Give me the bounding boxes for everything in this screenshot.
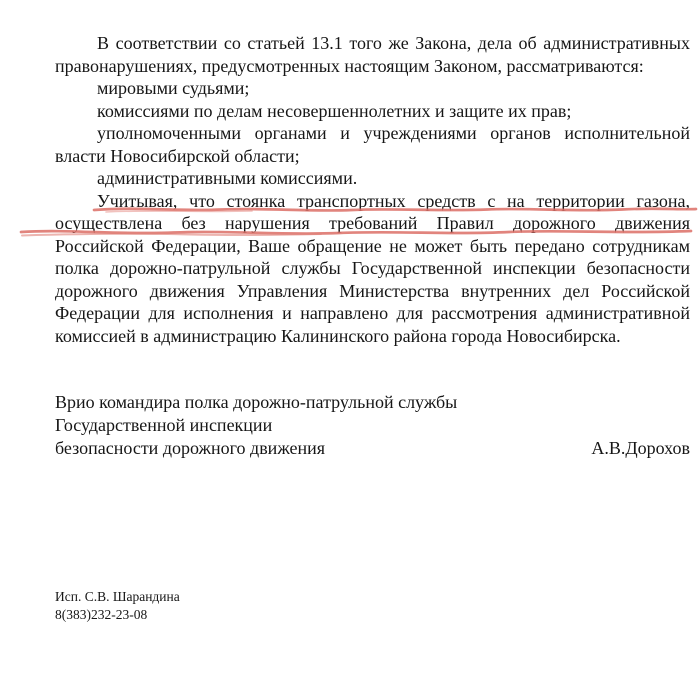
executor-block: [55, 588, 455, 623]
body-text-line: уполномоченными органами и учреждениями органов исполнительной: [97, 123, 690, 143]
signature-title-line: Государственной инспекции: [55, 415, 273, 435]
body-text-line: осуществлена без нарушения требований Правил дорожного движения: [55, 213, 690, 233]
signatory-name: А.В.Дорохов: [591, 438, 690, 458]
body-text-line: Российской Федерации, Ваше обращение не может быть передано сотрудникам: [55, 235, 690, 256]
signature-title-text: безопасности дорожного движения: [55, 438, 326, 458]
executor-phone: 8(383)232-23-08: [55, 606, 148, 622]
signature-title-line: Врио командира полка дорожно-патрульной службы: [55, 392, 458, 412]
signature-block: [55, 391, 690, 460]
body-text-line: мировыми судьями;: [97, 78, 250, 98]
body-text-line: комиссиями по делам несовершеннолетних и защите их прав;: [97, 100, 572, 121]
body-text-line: полка дорожно-патрульной службы Государственной инспекции безопасности: [55, 258, 690, 278]
body-text-line: власти Новосибирской области;: [55, 145, 300, 166]
body-text-line: В соответствии со статьей 13.1 того же Закона, дела об административных: [97, 33, 690, 53]
letter-body: [55, 32, 690, 347]
executor-name: Исп. С.В. Шарандина: [55, 589, 180, 604]
body-text-line: Федерации для исполнения и направлено для рассмотрения административной: [55, 303, 690, 323]
body-text-line: комиссией в администрацию Калининского района города Новосибирска.: [55, 325, 621, 346]
body-text-line: дорожного движения Управления Министерства внутренних дел Российской: [55, 280, 690, 301]
signature-title-line: [55, 437, 690, 460]
body-text-line: административными комиссиями.: [97, 168, 358, 188]
body-text-line: правонарушениях, предусмотренных настоящим Законом, рассматриваются:: [55, 55, 644, 76]
body-text-line: Учитывая, что стоянка транспортных средств с на территории газона,: [97, 190, 690, 211]
